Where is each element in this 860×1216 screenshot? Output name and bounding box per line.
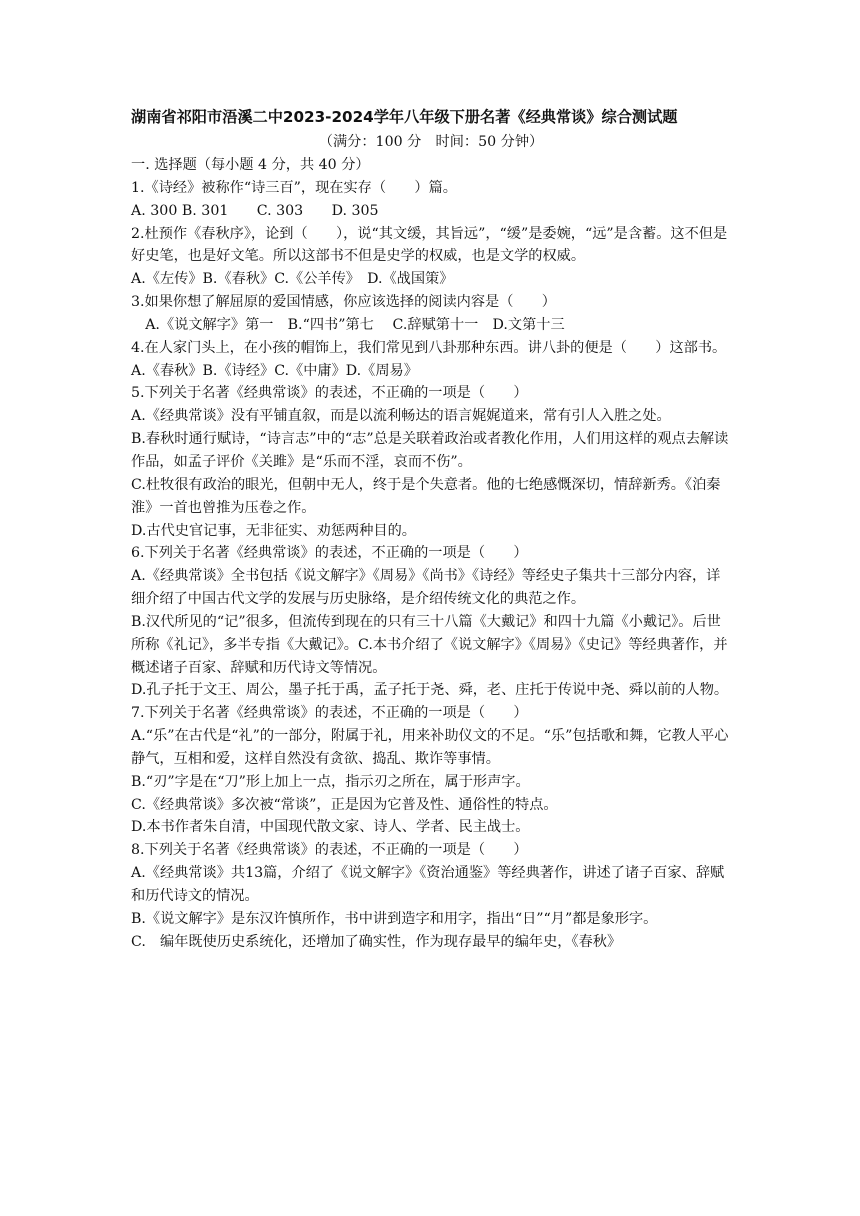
text-line: A.《说文解字》第一 B.“四书”第七 C.辞赋第十一 D.文第十三: [131, 316, 565, 333]
document-body: [131, 104, 731, 954]
text-line: C. 编年既使历史系统化，还增加了确实性，作为现存最早的编年史，《春秋》: [131, 933, 622, 950]
text-line: A.《经典常谈》共13篇，介绍了《说文解字》《资治通鉴》等经典著作，讲述了诸子百家、辞赋和历代诗文的情况。: [131, 865, 725, 904]
text-line: 一. 选择题（每小题 4 分，共 40 分）: [131, 157, 370, 173]
text-line: A.《左传》B.《春秋》C.《公羊传》 D.《战国策》: [131, 271, 454, 288]
text-line: B.春秋时通行赋诗，“诗言志”中的“志”总是关联着政治或者教化作用，人们用这样的观点去解读作品，如孟子评价《关雎》是“乐而不淫，哀而不伤”。: [131, 431, 729, 470]
document-title: 湖南省祁阳市浯溪二中2023-2024学年八年级下册名著《经典常谈》综合测试题: [131, 108, 678, 126]
text-line: B.《说文解字》是东汉许慎所作，书中讲到造字和用字，指出“日”“月”都是象形字。: [131, 910, 658, 927]
text-line: 6.下列关于名著《经典常谈》的表述，不正确的一项是（ ）: [131, 545, 528, 562]
question-list: [131, 154, 731, 954]
text-line: B.汉代所见的“记”很多，但流传到现在的只有三十八篇《大戴记》和四十九篇《小戴记》。后世所称《礼记》，多半专指《大戴记》。C.本书介绍了《说文解字》《周易》《史记》等经典著作，并概述诸子百家、辞赋和历代诗文等情况。: [131, 613, 728, 676]
text-line: 4.在人家门头上，在小孩的帽饰上，我们常见到八卦那种东西。讲八卦的便是（ ）这部书。: [131, 339, 727, 356]
text-line: 8.下列关于名著《经典常谈》的表述，不正确的一项是（ ）: [131, 842, 528, 859]
text-line: A. 300 B. 301 C. 303 D. 305: [131, 202, 379, 219]
text-line: D.本书作者朱自清，中国现代散文家、诗人、学者、民主战士。: [131, 819, 530, 836]
text-line: A.《春秋》B.《诗经》C.《中庸》D.《周易》: [131, 362, 418, 379]
text-line: C.《经典常谈》多次被“常谈”，正是因为它普及性、通俗性的特点。: [131, 796, 558, 813]
document-subtitle: （满分：100 分 时间：50 分钟）: [318, 134, 544, 150]
text-line: 5.下列关于名著《经典常谈》的表述，不正确的一项是（ ）: [131, 385, 528, 402]
text-line: D.孔子托于文王、周公，墨子托于禹，孟子托于尧、舜，老、庄托于传说中尧、舜以前的人物。: [131, 682, 729, 699]
text-line: 1.《诗经》被称作“诗三百”，现在实存（ ）篇。: [131, 179, 457, 196]
text-line: 2.杜预作《春秋序》，论到（ ），说“其文缓，其旨远”，“缓”是委婉，“远”是含蓄。这不但是好史笔，也是好文笔。所以这部书不但是史学的权威，也是文学的权威。: [131, 225, 728, 265]
text-line: A.“乐”在古代是“礼”的一部分，附属于礼，用来补助仪文的不足。“乐”包括歌和舞，它教人平心静气，互相和爱，这样自然没有贪欲、捣乱、欺诈等事情。: [131, 728, 729, 767]
text-line: B.“刃”字是在“刀”形上加上一点，指示刃之所在，属于形声字。: [131, 773, 530, 790]
text-line: 3.如果你想了解屈原的爱国情感，你应该选择的阅读内容是（ ）: [131, 294, 556, 311]
text-line: 7.下列关于名著《经典常谈》的表述，不正确的一项是（ ）: [131, 705, 528, 722]
text-line: D.古代史官记事，无非征实、劝惩两种目的。: [131, 522, 416, 539]
text-line: A.《经典常谈》全书包括《说文解字》《周易》《尚书》《诗经》等经史子集共十三部分内容，详细介绍了中国古代文学的发展与历史脉络，是介绍传统文化的典范之作。: [131, 568, 721, 608]
text-line: A.《经典常谈》没有平铺直叙，而是以流利畅达的语言娓娓道来，常有引人入胜之处。: [131, 408, 671, 425]
text-line: C.杜牧很有政治的眼光，但朝中无人，终于是个失意者。他的七绝感慨深切，情辞新秀。《泊秦淮》一首也曾推为压卷之作。: [131, 476, 721, 516]
